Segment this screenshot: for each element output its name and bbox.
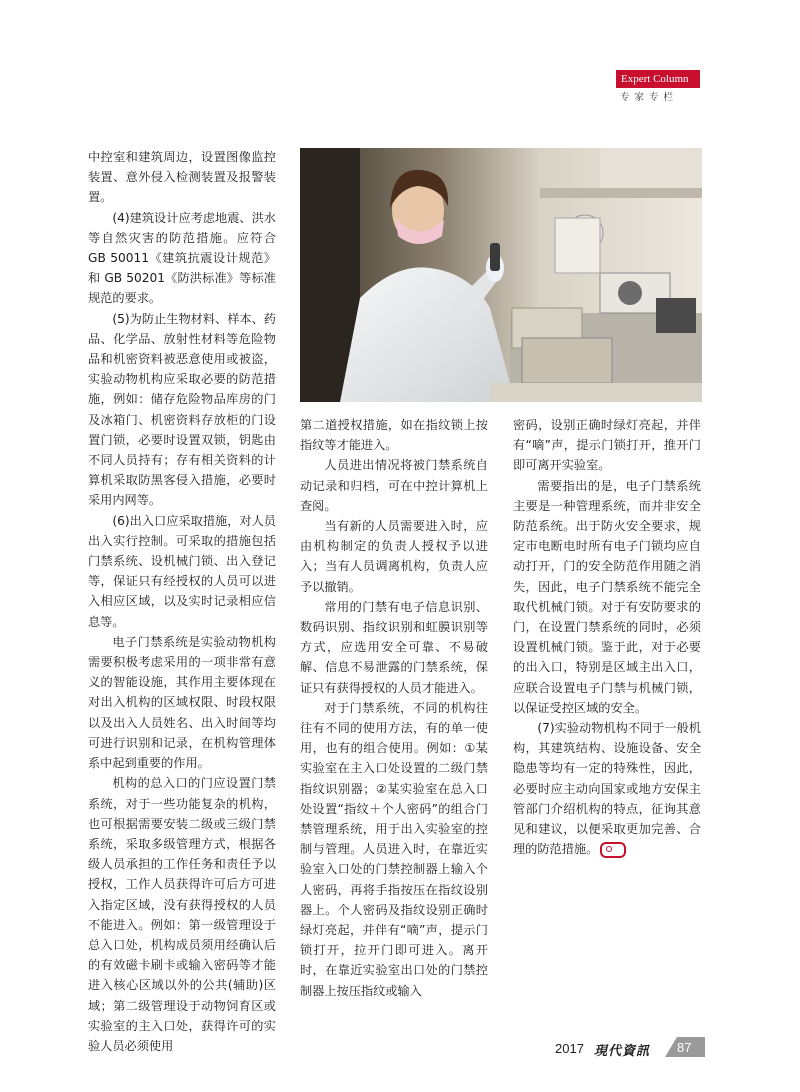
column-tag-cn: 专 家 专 栏 <box>620 92 675 103</box>
last-paragraph <box>513 718 701 859</box>
paragraph: (5)为防止生物材料、样本、药品、化学品、放射性材料等危险物品和机密资料被恶意使用或被盗，实验动物机构应采取必要的防范措施，例如：储存危险物品库房的门及冰箱门、机密资料存放柜的门设置门锁，必要时设置双锁，钥匙由不同人员持有；存有相关资料的计算机采取防黑客侵入措施，必要时采用内网等。 <box>88 311 276 508</box>
paragraph: 中控室和建筑周边，设置图像监控装置、意外侵入检测装置及报警装置。 <box>88 150 276 205</box>
end-of-article-icon <box>600 842 626 858</box>
paragraph: 机构的总入口的门应设置门禁系统，对于一些功能复杂的机构，也可根据需要安装二级或三级门禁系统，采取多级管理方式，根据各级人员承担的工作任务和责任予以授权，工作人员获得许可后方可进入指定区域，没有获得授权的人员不能进入。例如：第一级管理设于总入口处，机构成员须用经确认后的有效磁卡刷卡或输入密码等才能进入核心区域以外的公共(辅助)区域；第二级管理设于动物饲育区或实验室的主入口处，获得许可的实验人员必须使用 <box>88 776 276 1053</box>
paragraph: 常用的门禁有电子信息识别、数码识别、指纹识别和虹膜识别等方式，应选用安全可靠、不易破解、信息不易泄露的门禁系统，保证只有获得授权的人员才能进入。 <box>300 599 488 695</box>
paragraph: (6)出入口应采取措施，对人员出入实行控制。可采取的措施包括门禁系统、设机械门锁、出入登记等，保证只有经授权的人员可以进入相应区域，以及实时记录相应信息等。 <box>88 513 276 629</box>
paragraph: 密码，设别正确时绿灯亮起，并伴有“嘀”声，提示门锁打开，推开门即可离开实验室。 <box>513 418 701 473</box>
paragraph-text: (7)实验动物机构不同于一般机构，其建筑结构、设施设备、安全隐患等均有一定的特殊性，因此，必要时应主动向国家或地方安保主管部门介绍机构的特点，征询其意见和建议，以便采取更加完善、合理的防范措施。 <box>513 721 701 857</box>
paragraph: 需要指出的是，电子门禁系统主要是一种管理系统，而并非安全防范系统。出于防火安全要求，规定市电断电时所有电子门锁均应自动打开，门的安全防范作用随之消失，因此，电子门禁系统不能完全取代机械门锁。对于有安防要求的门，在设置门禁系统的同时，必须设置机械门锁。鉴于此，对于必要的出入口，特别是区域主出入口，应联合设置电子门禁与机械门锁，以保证受控区域的安全。 <box>513 478 701 715</box>
footer-year: 2017 <box>555 1041 584 1056</box>
paragraph: 电子门禁系统是实验动物机构需要积极考虑采用的一项非常有意义的智能设施，其作用主要体现在对出入机构的区域权限、时段权限以及出入人员姓名、出入时间等均可进行识别和记录，在机构管理体系中起到重要的作用。 <box>88 634 276 771</box>
column-tag <box>616 70 700 88</box>
paragraph: (4)建筑设计应考虑地震、洪水等自然灾害的防范措施。应符合 GB 50011《建筑抗震设计规范》和 GB 50201《防洪标准》等标准规范的要求。 <box>88 210 276 306</box>
footer-magazine-name: 現代資訊 <box>594 1044 651 1059</box>
paragraph: 第二道授权措施，如在指纹锁上按指纹等才能进入。 <box>300 418 488 453</box>
paragraph: 人员进出情况将被门禁系统自动记录和归档，可在中控计算机上查阅。 <box>300 458 488 513</box>
lab-photo <box>300 148 702 402</box>
text-column-2 <box>300 415 488 1001</box>
column-tag-en: Expert Column <box>621 73 689 85</box>
paragraph: 当有新的人员需要进入时，应由机构制定的负责人授权予以进入；当有人员调离机构，负责人应予以撤销。 <box>300 519 488 594</box>
text-column-3 <box>513 415 701 859</box>
page-number: 87 <box>677 1040 692 1055</box>
lab-scene-illustration <box>300 148 702 402</box>
text-column-1 <box>88 147 276 1056</box>
paragraph: 对于门禁系统，不同的机构往往有不同的使用方法，有的单一使用，也有的组合使用。例如：①某实验室在主入口处设置的二级门禁指纹识别器；②某实验室在总入口处设置“指纹＋个人密码”的组合门禁管理系统，用于出入实验室的控制与管理。人员进入时，在靠近实验室入口处的门禁控制器上输入个人密码，再将手指按压在指纹设别器上。个人密码及指纹设别正确时绿灯亮起，并伴有“嘀”声，提示门锁打开，拉开门即可进入。离开时，在靠近实验室出口处的门禁控制器上按压指纹或输入 <box>300 700 488 998</box>
